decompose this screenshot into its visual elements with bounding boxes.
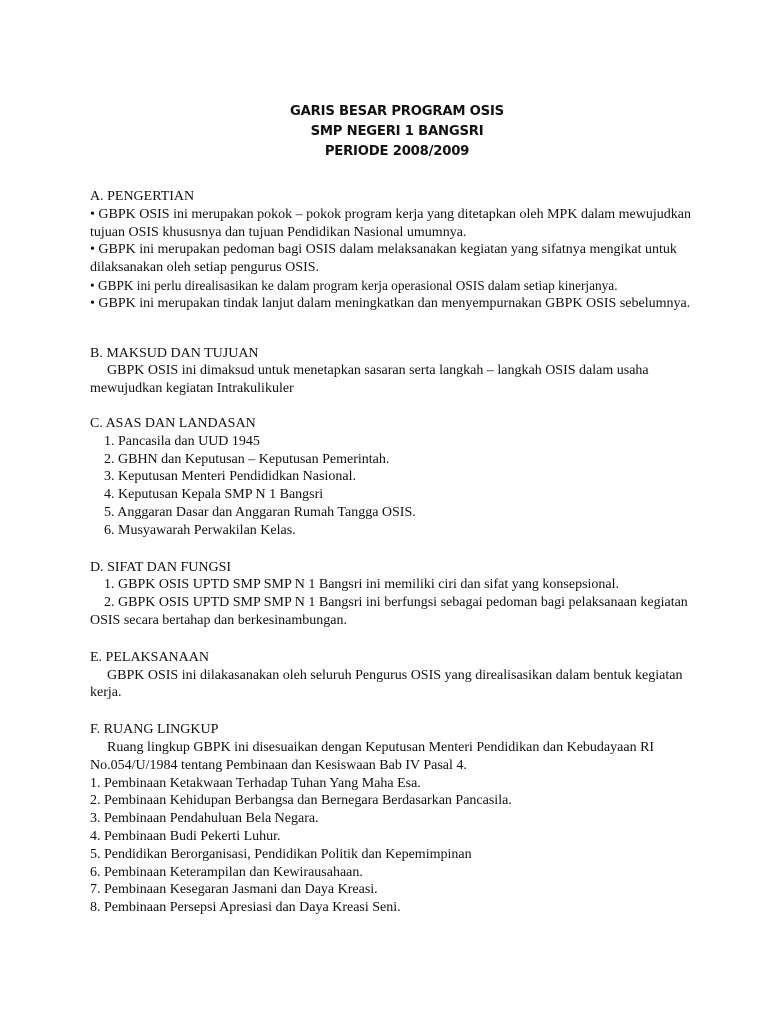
list-item: 8. Pembinaan Persepsi Apresiasi dan Daya Kreasi Seni. (90, 900, 401, 916)
section-ruang-lingkup (90, 721, 710, 917)
title-line-3: PERIODE 2008/2009 (324, 144, 470, 159)
list-item: 3. Pembinaan Pendahuluan Bela Negara. (90, 811, 319, 827)
list-item: 7. Pembinaan Kesegaran Jasmani dan Daya Kreasi. (90, 882, 378, 898)
bullet-item: • GBPK ini merupakan tindak lanjut dalam meningkatkan dan menyempurnakan GBPK OSIS sebelumnya. (90, 295, 691, 311)
list-item: 2. Pembinaan Kehidupan Berbangsa dan Bernegara Berdasarkan Pancasila. (90, 793, 512, 809)
list-item: 2. GBHN dan Keputusan – Keputusan Pemerintah. (104, 451, 390, 467)
list-item: 4. Keputusan Kepala SMP N 1 Bangsri (104, 487, 324, 503)
section-asas-landasan (90, 415, 710, 540)
list-item: 3. Keputusan Menteri Pendididkan Nasional. (104, 469, 356, 485)
section-pelaksanaan (90, 649, 710, 702)
section-maksud-tujuan (90, 345, 710, 398)
list-item: 1. Pembinaan Ketakwaan Terhadap Tuhan Yang Maha Esa. (90, 775, 421, 791)
list-item: 5. Pendidikan Berorganisasi, Pendidikan Politik dan Kepemimpinan (90, 846, 472, 862)
document-body (90, 188, 710, 917)
section-paragraph: GBPK OSIS ini dimaksud untuk menetapkan sasaran serta langkah – langkah OSIS dalam usaha mewujudkan kegiatan Intrakulikuler (90, 363, 649, 397)
section-pengertian (90, 188, 710, 313)
section-heading: F. RUANG LINGKUP (90, 722, 219, 738)
bullet-item: • GBPK ini perlu direalisasikan ke dalam program kerja operasional OSIS dalam setiap kinerjanya. (90, 277, 618, 293)
list-item: 5. Anggaran Dasar dan Anggaran Rumah Tangga OSIS. (104, 504, 416, 520)
list-item: 4. Pembinaan Budi Pekerti Luhur. (90, 828, 281, 844)
document-page (90, 102, 710, 917)
section-heading: C. ASAS DAN LANDASAN (90, 415, 256, 431)
section-heading: B. MAKSUD DAN TUJUAN (90, 345, 259, 361)
section-paragraph: GBPK OSIS ini dilakasanakan oleh seluruh Pengurus OSIS yang direalisasikan dalam bentuk kegiatan kerja. (90, 667, 683, 701)
section-paragraph: Ruang lingkup GBPK ini disesuaikan dengan Keputusan Menteri Pendidikan dan Kebudayaan RI No.054/U/1984 tentang Pembinaan dan Kesiswaan Bab IV Pasal 4. (90, 739, 655, 773)
list-item: 1. GBPK OSIS UPTD SMP SMP N 1 Bangsri ini memiliki ciri dan sifat yang konsepsional. (104, 577, 620, 593)
section-heading: D. SIFAT DAN FUNGSI (90, 559, 232, 575)
list-item: 2. GBPK OSIS UPTD SMP SMP N 1 Bangsri ini berfungsi sebagai pedoman bagi pelaksanaan kegiatan OSIS secara bertahap dan berkesinambungan. (90, 595, 688, 628)
section-sifat-fungsi (90, 559, 710, 630)
section-heading: A. PENGERTIAN (90, 189, 195, 204)
list-item: 1. Pancasila dan UUD 1945 (104, 433, 260, 449)
section-heading: E. PELAKSANAAN (90, 649, 209, 665)
bullet-item: • GBPK OSIS ini merupakan pokok – pokok program kerja yang ditetapkan oleh MPK dalam mewujudkan tujuan OSIS khususnya dan tujuan Pendidikan Nasional umumnya. (90, 206, 691, 240)
title-line-1: GARIS BESAR PROGRAM OSIS (290, 104, 504, 119)
document-title (84, 102, 710, 162)
list-item: 6. Musyawarah Perwakilan Kelas. (104, 522, 296, 538)
title-line-2: SMP NEGERI 1 BANGSRI (310, 124, 484, 139)
list-item: 6. Pembinaan Keterampilan dan Kewirausahaan. (90, 864, 363, 880)
bullet-item: • GBPK ini merupakan pedoman bagi OSIS dalam melaksanakan kegiatan yang sifatnya mengikat untuk dilaksanakan oleh setiap pengurus OSIS. (90, 242, 677, 276)
